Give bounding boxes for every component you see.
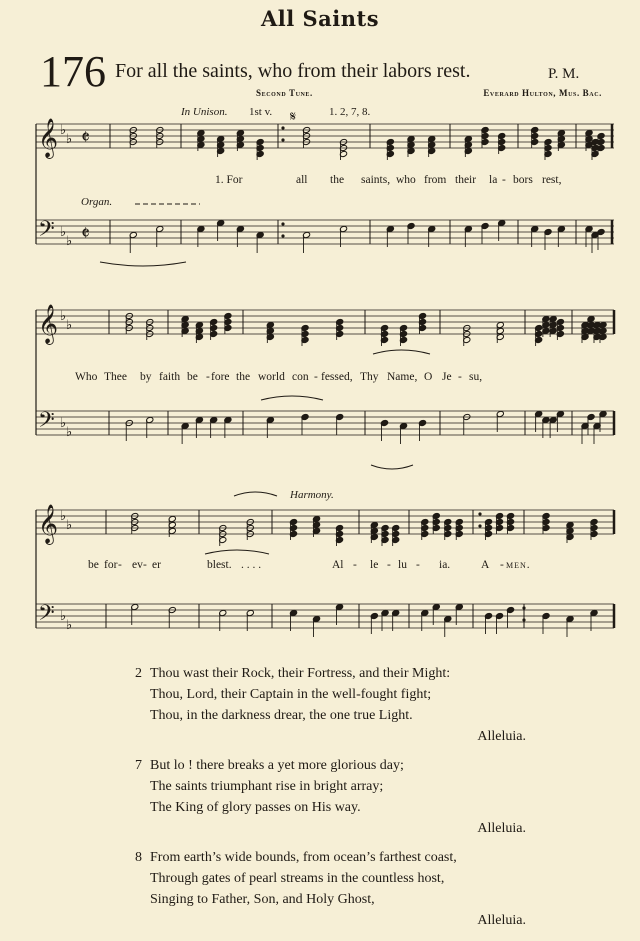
- stanza-line: [130, 663, 550, 684]
- slur: [261, 396, 323, 400]
- lyric-syllable: -: [314, 371, 318, 383]
- composer-credit: Everard Hulton, Mus. Bac.: [483, 88, 602, 98]
- repeat-dot: [478, 524, 481, 527]
- lyrics-line-3: [40, 559, 620, 573]
- flat-icon: ♭: [66, 618, 73, 633]
- lyric-syllable: -: [500, 559, 504, 571]
- slur: [371, 465, 413, 469]
- stanza-line: [130, 776, 550, 797]
- treble-clef-icon: 𝄞: [38, 504, 59, 544]
- repeat-dot: [522, 618, 525, 621]
- bass-clef-icon: 𝄢: [38, 601, 55, 631]
- lyric-syllable: . . . .: [241, 559, 262, 571]
- lyric-syllable: faith: [159, 371, 181, 383]
- repeat-dot: [281, 138, 284, 141]
- stanza-text: Thou wast their Rock, their Fortress, and their Might:: [150, 666, 451, 681]
- lyric-syllable: be: [88, 559, 99, 571]
- stanza-line: [130, 755, 550, 776]
- stanza-number: 8: [135, 850, 142, 865]
- lyric-syllable: from: [424, 174, 447, 186]
- stanza-text: Thou, Lord, their Captain in the well-fought fight;: [150, 687, 432, 702]
- slur: [100, 262, 186, 266]
- hymn-first-line: For all the saints, who from their labors rest.: [115, 60, 471, 82]
- lyric-syllable: -: [416, 559, 420, 571]
- flat-icon: ♭: [60, 123, 67, 138]
- repeat-dot: [522, 606, 525, 609]
- meter-label: P. M.: [548, 66, 580, 82]
- lyric-syllable: Thee: [104, 371, 127, 383]
- section-title: All Saints: [260, 6, 380, 31]
- lyric-syllable: -: [353, 559, 357, 571]
- lyric-syllable: -: [387, 559, 391, 571]
- lyrics-line-1: [40, 174, 620, 188]
- stanza-text: Singing to Father, Son, and Holy Ghost,: [150, 892, 375, 907]
- lyric-syllable: A: [481, 559, 491, 571]
- stanza-refrain: Alleluia.: [477, 729, 526, 744]
- lyric-syllable: bors: [513, 174, 533, 186]
- lyric-syllable: -: [206, 371, 210, 383]
- lyric-syllable: Who: [75, 371, 98, 383]
- lyric-syllable: ia.: [439, 559, 451, 571]
- flat-icon: ♭: [66, 234, 73, 249]
- treble-clef-icon: 𝄞: [38, 118, 59, 158]
- flat-icon: ♭: [66, 132, 73, 147]
- harmony-direction: Harmony.: [290, 489, 334, 501]
- lyric-syllable: ev: [132, 559, 143, 571]
- repeat-dot: [281, 222, 284, 225]
- stanza-line: [130, 868, 550, 889]
- stanza-number: 2: [135, 666, 142, 681]
- stanza-text: Thou, in the darkness drear, the one true Light.: [150, 708, 413, 723]
- lyric-syllable: for: [104, 559, 118, 571]
- flat-icon: ♭: [60, 309, 67, 324]
- verse-numbers-mark: 1. 2, 7, 8.: [329, 106, 371, 118]
- cut-time-icon: 𝄵: [81, 221, 90, 245]
- segno-icon: 𝄋: [290, 109, 297, 125]
- lyric-syllable: who: [396, 174, 416, 186]
- stanza-line: [130, 684, 550, 705]
- lyric-syllable: Thy: [360, 371, 379, 383]
- tune-label: Second Tune.: [256, 88, 313, 98]
- repeat-dot: [281, 126, 284, 129]
- stanza-2: [130, 663, 550, 747]
- slur: [373, 350, 430, 354]
- lyric-syllable: er: [152, 559, 161, 571]
- lyric-syllable: their: [455, 174, 477, 186]
- lyric-syllable: fore: [211, 371, 230, 383]
- additional-stanzas: [130, 663, 550, 939]
- lyric-syllable: 1. For: [215, 174, 243, 186]
- flat-icon: ♭: [60, 509, 67, 524]
- stanza-8: [130, 847, 550, 931]
- bass-clef-icon: 𝄢: [38, 217, 55, 247]
- lyric-syllable: by: [140, 371, 152, 383]
- stanza-refrain: Alleluia.: [477, 821, 526, 836]
- stanza-7: [130, 755, 550, 839]
- hymn-number: 176: [40, 47, 106, 96]
- slur: [234, 492, 277, 496]
- lyric-syllable: be: [187, 371, 198, 383]
- lyric-syllable: Je: [442, 371, 452, 383]
- lyric-syllable: the: [236, 371, 251, 383]
- flat-icon: ♭: [60, 609, 67, 624]
- flat-icon: ♭: [60, 225, 67, 240]
- treble-clef-icon: 𝄞: [38, 304, 59, 344]
- flat-icon: ♭: [66, 318, 73, 333]
- lyric-syllable: lu: [398, 559, 407, 571]
- lyric-syllable: blest.: [207, 559, 232, 571]
- lyric-syllable: -: [502, 174, 506, 186]
- lyric-syllable: -: [458, 371, 462, 383]
- lyric-syllable: all: [296, 174, 308, 186]
- repeat-dot: [478, 512, 481, 515]
- stanza-text: Through gates of pearl streams in the countless host,: [150, 871, 445, 886]
- repeat-dot: [281, 234, 284, 237]
- stanza-line: [130, 705, 550, 726]
- lyric-syllable: -: [118, 559, 122, 571]
- first-verse-mark: 1st v.: [249, 106, 273, 118]
- lyric-syllable: men.: [506, 559, 531, 571]
- lyric-syllable: su,: [469, 371, 483, 383]
- stanza-line: [130, 797, 550, 818]
- stanza-text: The saints triumphant rise in bright array;: [150, 779, 384, 794]
- organ-direction: Organ.: [81, 196, 113, 208]
- stanza-refrain: Alleluia.: [477, 913, 526, 928]
- lyric-syllable: world: [258, 371, 285, 383]
- lyric-syllable: Name,: [387, 371, 418, 383]
- flat-icon: ♭: [66, 518, 73, 533]
- stanza-line: [130, 889, 550, 910]
- lyric-syllable: Al: [332, 559, 344, 571]
- flat-icon: ♭: [66, 425, 73, 440]
- lyric-syllable: rest,: [542, 174, 562, 186]
- lyric-syllable: la: [489, 174, 498, 186]
- stanza-line: [130, 847, 550, 868]
- lyrics-line-2: [40, 371, 620, 385]
- stanza-number: 7: [135, 758, 142, 773]
- lyric-syllable: fessed,: [321, 371, 353, 383]
- bass-clef-icon: 𝄢: [38, 408, 55, 438]
- lyric-syllable: -: [143, 559, 147, 571]
- lyric-syllable: saints,: [361, 174, 391, 186]
- stanza-text: But lo ! there breaks a yet more glorious day;: [150, 758, 404, 773]
- cut-time-icon: 𝄵: [81, 125, 90, 149]
- stanza-text: From earth’s wide bounds, from ocean’s farthest coast,: [150, 850, 457, 865]
- in-unison-direction: In Unison.: [181, 106, 228, 118]
- lyric-syllable: the: [330, 174, 345, 186]
- flat-icon: ♭: [60, 416, 67, 431]
- stanza-text: The King of glory passes on His way.: [150, 800, 361, 815]
- slur: [205, 550, 269, 554]
- lyric-syllable: con: [292, 371, 309, 383]
- lyric-syllable: le: [370, 559, 379, 571]
- lyric-syllable: O: [424, 371, 433, 383]
